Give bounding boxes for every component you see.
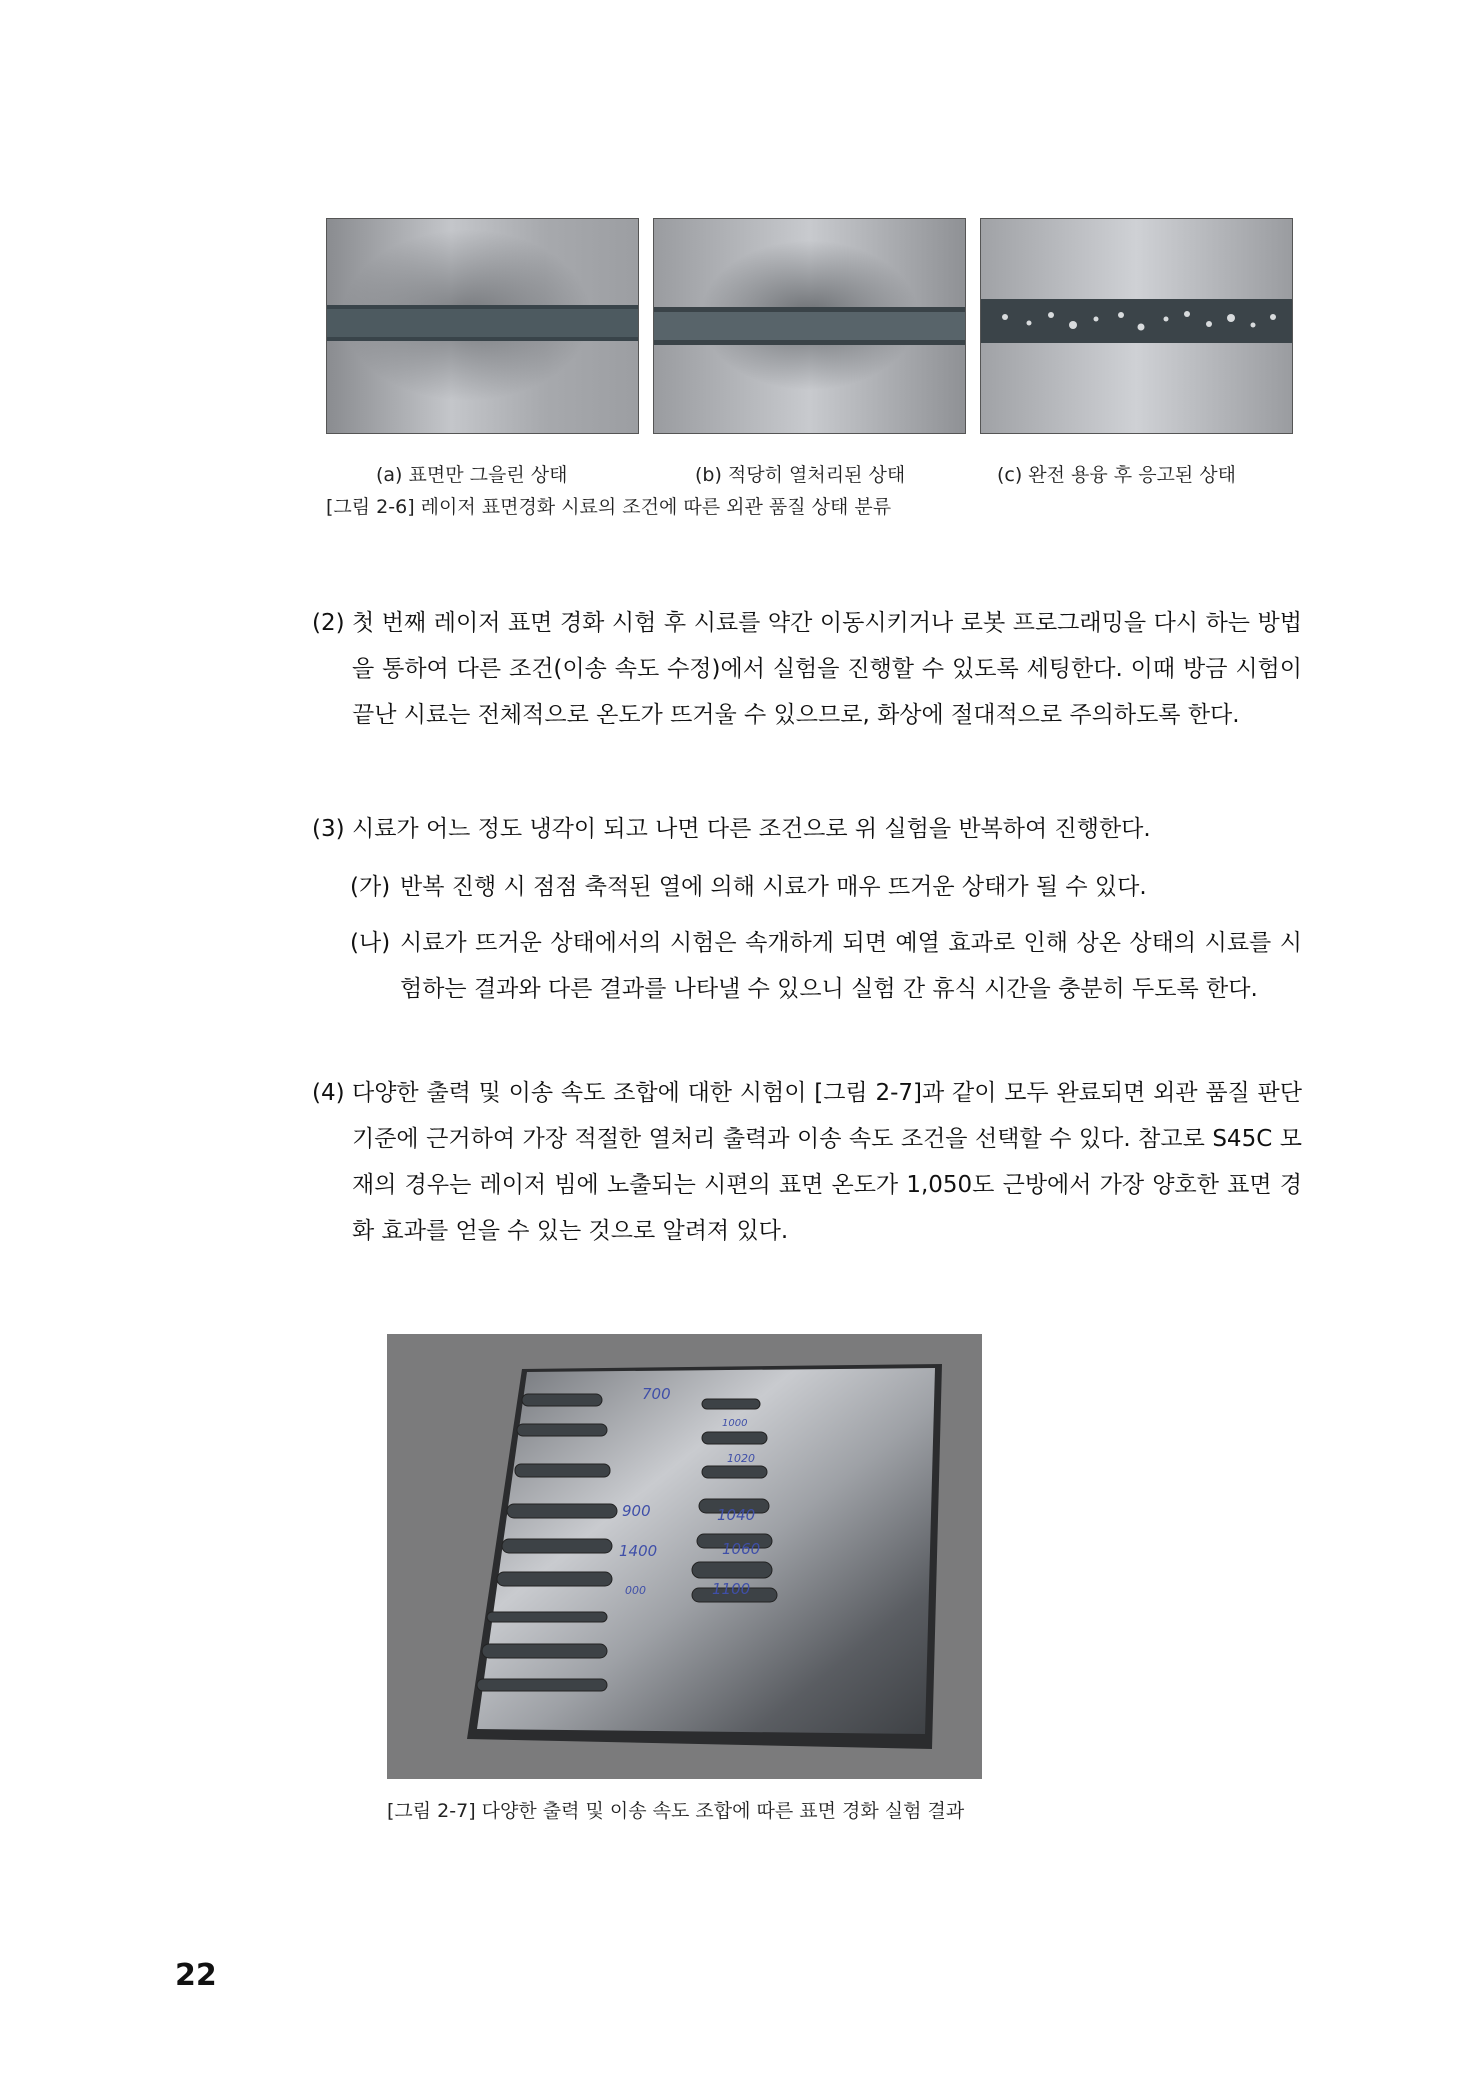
page-number: 22 <box>175 1958 217 1993</box>
plate-label-1000: 1000 <box>722 1418 748 1429</box>
paragraph-3-ga-number: (가) <box>350 874 391 900</box>
photo-b-properly-heat-treated <box>653 218 966 434</box>
plate-label-1020: 1020 <box>727 1452 755 1465</box>
paragraph-2-text: 첫 번째 레이저 표면 경화 시험 후 시료를 약간 이동시키거나 로봇 프로그래밍을 다시 하는 방법을 통하여 다른 조건(이송 속도 수정)에서 실험을 진행할 수 있도록 세팅한다. 이때 방금 시험이 끝난 시료는 전체적으로 온도가 뜨거울 수 있으므로, 화상에 절대적으로 주의하도록 한다. <box>352 610 1302 728</box>
subcaption-c: (c) 완전 용융 후 응고된 상태 <box>997 464 1237 486</box>
photo-c-fully-melted-solidified <box>980 218 1293 434</box>
subcaption-a: (a) 표면만 그을린 상태 <box>376 464 568 486</box>
paragraph-3-number: (3) <box>312 816 345 842</box>
paragraph-3-ga-text: 반복 진행 시 점점 축적된 열에 의해 시료가 매우 뜨거운 상태가 될 수 있다. <box>400 874 1147 900</box>
subcaption-b: (b) 적당히 열처리된 상태 <box>695 464 906 486</box>
photo-surface-hardening-test-plate <box>387 1334 982 1779</box>
figure-caption-2-7: [그림 2-7] 다양한 출력 및 이송 속도 조합에 따른 표면 경화 실험 결과 <box>387 1800 965 1822</box>
plate-label-1040: 1040 <box>717 1506 756 1524</box>
plate-label-900: 900 <box>622 1502 651 1520</box>
plate-label-700: 700 <box>642 1385 671 1403</box>
plate-label-1100: 1100 <box>712 1580 751 1598</box>
paragraph-3-na-number: (나) <box>350 930 391 956</box>
paragraph-3-na-text: 시료가 뜨거운 상태에서의 시험은 속개하게 되면 예열 효과로 인해 상온 상태의 시료를 시험하는 결과와 다른 결과를 나타낼 수 있으니 실험 간 휴식 시간을 충분히 두도록 한다. <box>400 930 1302 1002</box>
paragraph-4-number: (4) <box>312 1080 345 1106</box>
photo-a-surface-scorched <box>326 218 639 434</box>
figure-caption-2-6: [그림 2-6] 레이저 표면경화 시료의 조건에 따른 외관 품질 상태 분류 <box>326 496 892 518</box>
paragraph-4-text: 다양한 출력 및 이송 속도 조합에 대한 시험이 [그림 2-7]과 같이 모두 완료되면 외관 품질 판단 기준에 근거하여 가장 적절한 열처리 출력과 이송 속도 조건을 선택할 수 있다. 참고로 S45C 모재의 경우는 레이저 빔에 노출되는 시편의 표면 온도가 1,050도 근방에서 가장 양호한 표면 경화 효과를 얻을 수 있는 것으로 알려져 있다. <box>352 1080 1302 1244</box>
plate-label-1400: 1400 <box>619 1542 658 1560</box>
paragraph-2-number: (2) <box>312 610 345 636</box>
paragraph-3-text: 시료가 어느 정도 냉각이 되고 나면 다른 조건으로 위 실험을 반복하여 진행한다. <box>352 816 1151 842</box>
plate-label-000: 000 <box>625 1584 646 1597</box>
plate-label-1060: 1060 <box>722 1540 761 1558</box>
